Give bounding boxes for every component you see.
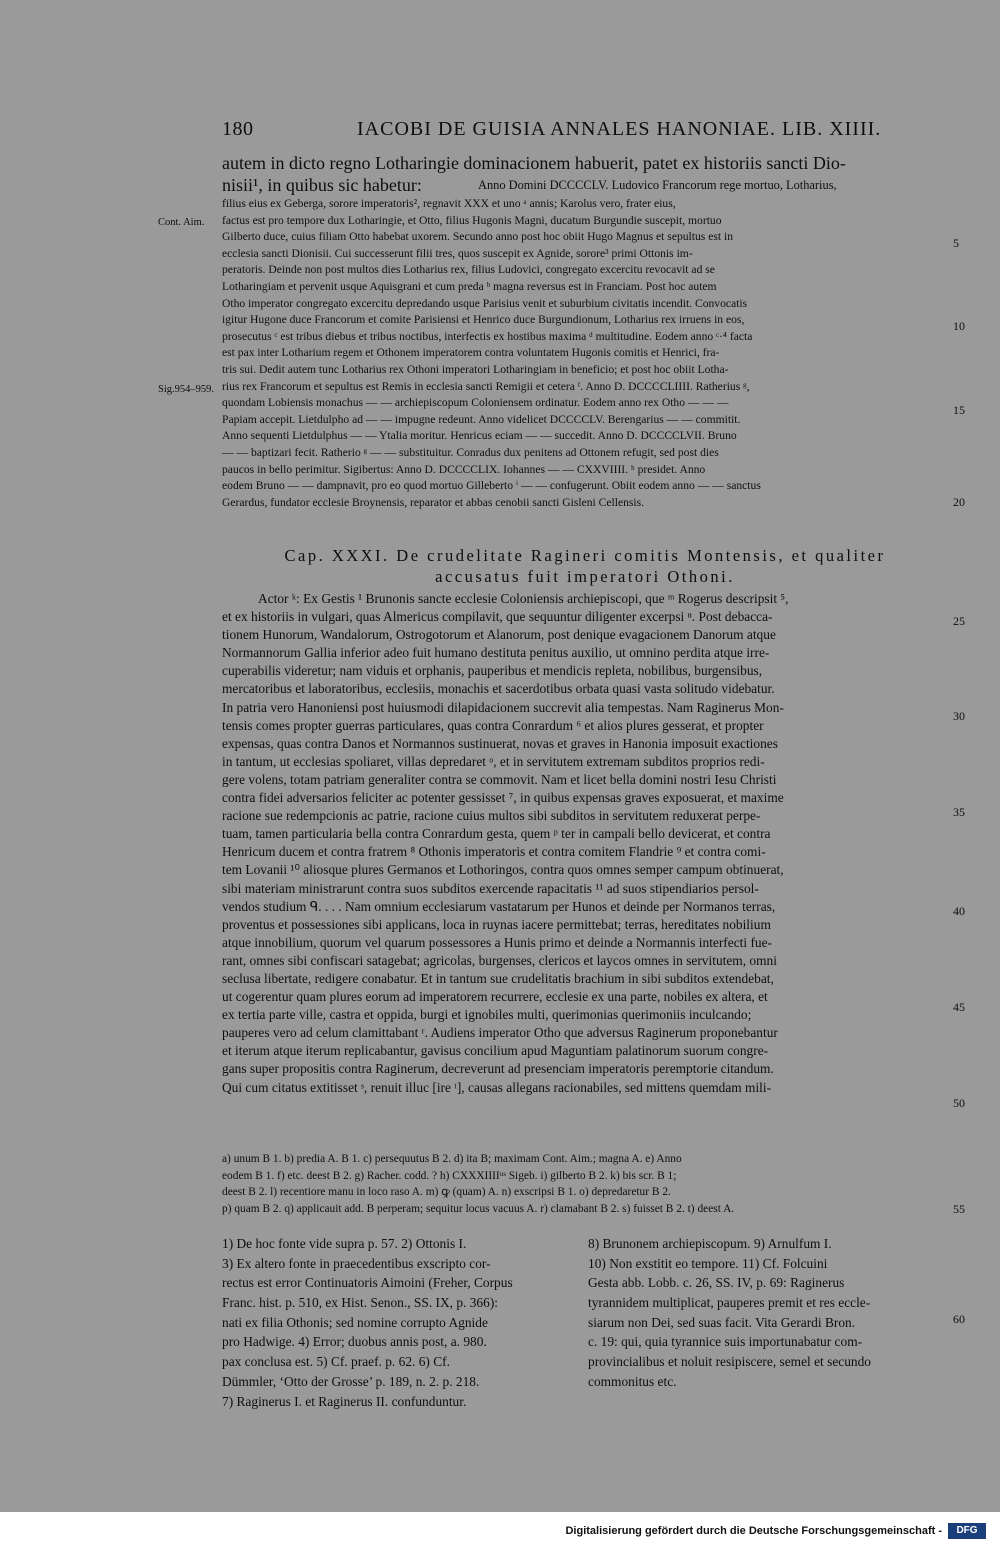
text-line: Otho imperator congregato excercitu depredando usque Parisius venit et suburbium civitatis incendit. Convocatis: [222, 296, 748, 310]
line-number: 5: [953, 236, 959, 250]
text-line: eodem Bruno — — dampnavit, pro eo quod mortuo Gilleberto ⁱ — — confugerunt. Obiit eodem anno — — sanctus: [222, 479, 761, 493]
text-line: tem Lovanii ¹⁰ aliosque plures Germanos et Lothoringos, contra quos omnes semper campum obtinuerat,: [222, 862, 784, 878]
footnote-line: c. 19: qui, quia tyrannice suis importunabatur com-: [588, 1334, 863, 1350]
text-line: tionem Hunorum, Wandalorum, Ostrogotorum et Alanorum, post denique evagacionem Danorum atque: [222, 627, 776, 643]
text-line: Henricum ducem et contra fratrem ⁸ Othonis imperatoris et contra comitem Flandrie ⁹ et contra comi-: [222, 844, 766, 860]
text-line: quondam Lobiensis monachus — — archiepiscopum Coloniensem ordinatur. Eodem anno rex Otho — — —: [222, 396, 729, 410]
text-line: Gerardus, fundator ecclesie Broynensis, reparator et abbas cenobii sancti Gisleni Cellensis.: [222, 495, 645, 509]
text-line: et ex historiis in vulgari, quas Almericus compilavit, que sequuntur diligenter excerpsi ⁿ. Post debacca-: [222, 609, 773, 625]
footnote-line: 8) Brunonem archiepiscopum. 9) Arnulfum I.: [588, 1236, 832, 1251]
text-line: racione sue redempcionis ac patrie, racione cuius multos sibi subditos in servitutem reduxerat perpe-: [222, 808, 761, 824]
text-line: Anno Domini DCCCCLV. Ludovico Francorum rege mortuo, Lotharius,: [478, 178, 837, 192]
chapter-title: Cap. XXXI. De crudelitate Ragineri comitis Montensis, et qualiter: [284, 546, 886, 565]
text-line: Normannorum Gallia inferior adeo fuit humano destituta penitus auxilio, ut omnino perdita atque irre-: [222, 645, 770, 661]
text-line: factus est pro tempore dux Lotharingie, et Otto, filius Hugonis Magni, ducatum Burgundie suscepit, mortuo: [222, 213, 722, 227]
footnote-line: rectus est error Continuatoris Aimoini (Freher, Corpus: [222, 1275, 513, 1291]
text-line: autem in dicto regno Lotharingie dominacionem habuerit, patet ex historiis sancti Dio-: [222, 153, 846, 173]
footnote-line: 1) De hoc fonte vide supra p. 57. 2) Ottonis I.: [222, 1236, 467, 1251]
text-line: rant, omnes sibi confiscari satagebat; agricolas, burgenses, clericos et laycos omnes in servitutem, omni: [222, 952, 777, 968]
footnote-line: nati ex filia Othonis; sed nomine corrupto Agnide: [222, 1314, 488, 1330]
variant-readings: [222, 1151, 948, 1217]
text-line: Gilberto duce, cuius filiam Otto habebat uxorem. Secundo anno post hoc obiit Hugo Magnus et sepultus est in: [222, 230, 734, 244]
variant-line: eodem B 1. f) etc. deest B 2. g) Racher. codd. ? h) CXXXIIIIᵘˢ Sigeb. i) gilberto B 2. k) bis scr. B 1;: [222, 1169, 677, 1182]
variant-line: p) quam B 2. q) applicauit add. B perperam; sequitur locus vacuus A. r) clamabant B 2. s) fuisset B 2. t) deest A.: [222, 1202, 735, 1215]
text-line: Papiam accepit. Lietdulpho ad — — impugne redeunt. Anno videlicet DCCCCLV. Berengarius — — commitit.: [222, 412, 741, 426]
text-line: nisii¹, in quibus sic habetur:: [222, 175, 422, 195]
line-number: 55: [953, 1202, 965, 1216]
variant-line: deest B 2. l) recentiore manu in loco raso A. m) ꝙ (quam) A. n) exscripsi B 1. o) depredaretur B 2.: [222, 1186, 671, 1199]
text-line: gans super propositis contra Raginerum, decreverunt ad presenciam imperatoris peremptorie citandum.: [222, 1061, 774, 1077]
text-line: paucos in bello perimitur. Sigibertus: Anno D. DCCCCLIX. Iohannes — — CXXVIIII. ʰ presidet. Anno: [222, 462, 706, 476]
text-line: est pax inter Lotharium regem et Othonem imperatorem contra voluntatem Hugonis comitis et Henrici, fra-: [222, 346, 720, 360]
text-line: sibi materiam ministrarunt contra suos subditos exercende rapacitatis ¹¹ ad suos stipendiarios persol-: [222, 880, 759, 896]
text-line: tuam, tamen particularia bella contra Conrardum gesta, quem ᵖ ter in campali bello devicerat, et contra: [222, 826, 771, 842]
footnote-line: 7) Raginerus I. et Raginerus II. confunduntur.: [222, 1393, 467, 1409]
funding-note: Digitalisierung gefördert durch die Deutsche Forschungsgemeinschaft -: [565, 1525, 942, 1537]
line-number: 35: [953, 805, 965, 819]
margin-note-cont-aim: Cont. Aim.: [158, 217, 205, 228]
text-line: Lotharingiam et pervenit usque Aquisgrani et cum preda ᵇ magna reversus est in Franciam. Post hoc autem: [222, 279, 717, 293]
text-line: in tantum, ut ecclesias spoliaret, villas depredaret ᵒ, et in servitutem extremam subditos proprios redi-: [222, 753, 765, 769]
text-line: vendos studium ᑫ. . . . Nam omnium ecclesiarum vastatarum per Hunos et deinde per Normanos terras,: [222, 898, 776, 914]
line-number: 45: [953, 1000, 965, 1014]
line-number: 10: [953, 319, 965, 333]
text-line: filius eius ex Geberga, sorore imperatoris², regnavit XXX et uno ᵃ annis; Karolus vero, frater eius,: [222, 197, 676, 210]
margin-note-sigebert: Sig.954–959.: [158, 384, 215, 395]
line-number: 20: [953, 495, 965, 509]
text-line: Anno sequenti Lietdulphus — — Ytalia moritur. Henricus eciam — — succedit. Anno D. DCCCCLVII. Bruno: [222, 429, 737, 443]
footnote-line: provincialibus et noluit resipiscere, semel et secundo: [588, 1354, 871, 1370]
text-line: atque innobilium, quorum vel quarum possessores a Hunis primo et deinde a Normannis interfecti fue-: [222, 934, 773, 950]
chapter-title-cont: accusatus fuit imperatori Othoni.: [435, 567, 735, 586]
line-number: 25: [953, 614, 965, 628]
text-line: contra fidei adversarios feliciter ac potenter gessisset ⁷, in quibus expensas graves exposuerat, et maxime: [222, 790, 784, 806]
page-number: 180: [222, 118, 254, 140]
text-line: tensis comes propter guerras particulares, quas contra Conrardum ⁶ et alios plures gesserat, et propter: [222, 717, 764, 733]
text-line: pauperes vero ad celum clamittabant ʳ. Audiens imperator Otho que adversus Raginerum proponebantur: [222, 1025, 778, 1041]
line-number: 15: [953, 403, 965, 417]
text-line: Qui cum citatus extitisset ˢ, renuit illuc [ire ᵗ], causas allegans racionabiles, sed mittens quemdam mili-: [222, 1079, 772, 1095]
text-line: In patria vero Hanoniensi post huiusmodi dilapidacionem succrevit alia tempestas. Nam Raginerus Mon-: [222, 699, 784, 715]
text-line: mercatoribus et laboratoribus, ecclesiis, monachis et sacerdotibus orbata quasi vasta solitudo videbatur.: [222, 681, 775, 697]
text-line: gere volens, totam patriam generaliter contra se commovit. Nam et licet bella domini nostri Iesu Christi: [222, 771, 777, 787]
text-line: ecclesia sancti Dionisii. Cui successerunt filii tres, quos suscepit ex Agnide, sorore³ primi Ottonis im-: [222, 246, 693, 260]
dfg-logo: DFG: [948, 1523, 986, 1539]
text-line: rius rex Francorum et sepultus est Remis in ecclesia sancti Remigii et cetera ᶠ. Anno D. DCCCCLIIII. Ratherius ᵍ,: [222, 379, 750, 393]
footnote-line: commonitus etc.: [588, 1373, 677, 1389]
text-line: et iterum atque iterum replicabantur, gavisus concilium apud Maguntiam palatinorum suorum congre-: [222, 1043, 769, 1059]
text-line: tris sui. Dedit autem tunc Lotharius rex Othoni imperatori Lotharingiam in beneficio; et post hoc obiit Lotha-: [222, 362, 729, 376]
footnote-line: pax conclusa est. 5) Cf. praef. p. 62. 6) Cf.: [222, 1354, 450, 1370]
footnote-line: Gesta abb. Lobb. c. 26, SS. IV, p. 69: Raginerus: [588, 1275, 845, 1291]
text-line: peratoris. Deinde non post multos dies Lotharius rex, filius Ludovici, congregato excercitu revocavit ad se: [222, 263, 715, 277]
footnote-line: 10) Non exstitit eo tempore. 11) Cf. Folcuini: [588, 1255, 828, 1271]
footnote-line: tyrannidem multiplicat, pauperes premit et res eccle-: [588, 1295, 871, 1311]
text-line: prosecutus ᶜ est tribus diebus et tribus noctibus, interfectis ex hostibus maxima ᵈ multitudine. Eodem anno ᶜ·⁴ facta: [222, 329, 753, 343]
page-header: [222, 118, 948, 144]
text-line: — — baptizari fecit. Ratherio ᵍ — — substituitur. Conradus dux penitens ad Ottonem refugit, sed post dies: [222, 445, 719, 459]
text-line: seclusa libertate, redigere conabatur. Et in tantum sue crudelitatis brachium in sibi subditos extendebat,: [222, 970, 774, 986]
text-line: ut cogerentur quam plures eorum ad imperatorem recurrere, ecclesie ex una parte, nobiles ex altera, et: [222, 989, 768, 1005]
footnotes-left: [222, 1234, 580, 1411]
text-line: ex tertia parte ville, castra et oppida, burgi et ignobiles multi, querimonias querimoniis inculcando;: [222, 1007, 752, 1023]
line-number: 50: [953, 1096, 965, 1110]
footnote-line: pro Hadwige. 4) Error; duobus annis post, a. 980.: [222, 1334, 487, 1350]
line-number: 30: [953, 709, 965, 723]
line-number: 60: [953, 1312, 965, 1326]
text-line: expensas, quas contra Danos et Normannos sustinuerat, novas et graves in Hanonia imposuit exactiones: [222, 735, 778, 751]
footnote-line: 3) Ex altero fonte in praecedentibus exscripto cor-: [222, 1255, 491, 1271]
chapter-text: [222, 590, 948, 1097]
footnote-line: Dümmler, ‘Otto der Grosse’ p. 189, n. 2. p. 218.: [222, 1373, 480, 1389]
text-line: Actor ᵏ: Ex Gestis ¹ Brunonis sancte ecclesie Coloniensis archiepiscopi, que ᵐ Rogerus descripsit ⁵,: [258, 591, 789, 606]
footer-bar: [0, 1512, 1000, 1551]
quoted-text: [222, 196, 948, 511]
footnotes-right: [588, 1234, 948, 1392]
text-line: igitur Hugone duce Francorum et comite Parisiensi et Henrico duce Burgundionum, Lotharius rex irruens in eos,: [222, 313, 745, 327]
footnote-line: Franc. hist. p. 510, ex Hist. Senon., SS. IX, p. 366):: [222, 1295, 498, 1311]
footnote-line: siarum non Dei, sed suas facit. Vita Gerardi Bron.: [588, 1314, 856, 1330]
quoted-text-start: [478, 174, 948, 196]
text-line: proventus et possessiones sibi applicans, loca in ruynas iacere permittebat; terras, hereditates nobilium: [222, 916, 771, 932]
chapter-heading: [222, 545, 948, 587]
variant-line: a) unum B 1. b) predia A. B 1. c) persequutus B 2. d) ita B; maximam Cont. Aim.; magna A. e) Anno: [222, 1153, 682, 1165]
line-number: 40: [953, 904, 965, 918]
text-line: cuperabilis videretur; nam viduis et orphanis, pauperibus et mendicis repleta, nobilibus, burgensibus,: [222, 663, 763, 679]
running-title: IACOBI DE GUISIA ANNALES HANONIAE. LIB. XIIII.: [357, 118, 882, 140]
